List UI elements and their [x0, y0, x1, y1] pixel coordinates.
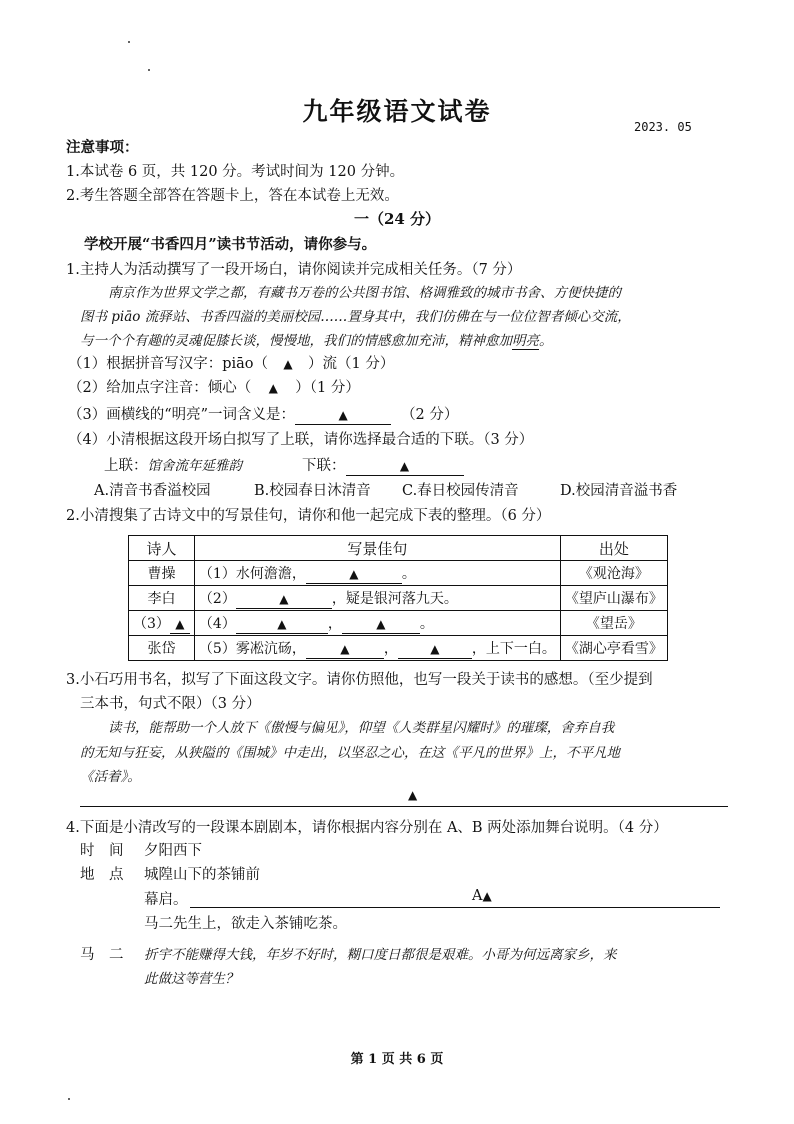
answer-marker: ▲	[283, 357, 293, 371]
scan-speck	[68, 1098, 70, 1100]
source-cell: 《望岳》	[560, 611, 667, 636]
answer-blank[interactable]: ▲	[295, 406, 391, 425]
script-time: 时 间 夕阳西下	[80, 843, 202, 859]
table-row	[129, 636, 668, 661]
answer-blank[interactable]: ▲	[306, 565, 402, 584]
answer-blank[interactable]: ▲	[342, 615, 420, 634]
script-place: 地 点 城隍山下的茶铺前	[80, 867, 260, 883]
q1-sub1: （1）根据拼音写汉字：piāo（ ▲ ）流（1 分）	[68, 356, 395, 372]
source-cell: 《望庐山瀑布》	[560, 586, 667, 611]
blank-a-marker: A▲	[472, 888, 492, 904]
scan-speck	[148, 69, 150, 71]
q4-stem: 4.下面是小清改写的一段课本剧剧本，请你根据内容分别在 A、B 两处添加舞台说明。（4 分）	[66, 820, 668, 836]
q3-stem: 3.小石巧用书名，拟写了下面这段文字。请你仿照他，也写一段关于读书的感想。（至少提到	[66, 672, 653, 688]
table-row	[129, 586, 668, 611]
answer-blank[interactable]: ▲	[236, 590, 332, 609]
table-row	[129, 561, 668, 586]
q3-passage-line: 读书，能帮助一个人放下《傲慢与偏见》，仰望《人类群星闪耀时》的璀璨，舍弃自我	[108, 720, 615, 736]
option-c[interactable]: C.春日校园传清音	[402, 483, 519, 499]
answer-blank[interactable]: ▲	[346, 457, 464, 476]
q1-sub2: （2）给加点字注音：倾心（ ▲ ）（1 分）	[68, 380, 360, 396]
column-header: 出处	[560, 536, 667, 561]
q3-passage-line: 《活着》。	[80, 769, 141, 785]
answer-marker: ▲	[408, 788, 418, 802]
page-footer: 第 1 页 共 6 页	[350, 1052, 444, 1067]
couplet-lower: 下联： ▲	[302, 454, 464, 476]
table-row	[129, 611, 668, 636]
notes-heading: 注意事项：	[66, 139, 139, 156]
column-header: 诗人	[129, 536, 195, 561]
notes-item: 1.本试卷 6 页，共 120 分。考试时间为 120 分钟。	[66, 164, 405, 180]
notes-item: 2.考生答题全部答在答题卡上，答在本试卷上无效。	[66, 188, 399, 204]
answer-blank[interactable]: ▲	[236, 615, 328, 634]
table-header-row	[129, 536, 668, 561]
option-b[interactable]: B.校园春日沐清音	[254, 483, 371, 499]
q1-passage-line: 南京作为世界文学之都，有藏书万卷的公共图书馆、格调雅致的城市书舍、方便快捷的	[108, 285, 621, 301]
line-cell: （4） ▲ ， ▲ 。	[194, 611, 560, 636]
q1-stem: 1.主持人为活动撰写了一段开场白，请你阅读并完成相关任务。（7 分）	[66, 262, 522, 278]
underlined-word: 明亮	[512, 333, 539, 349]
option-a[interactable]: A.清音书香溢校园	[94, 483, 211, 499]
poet-cell: 李白	[129, 586, 195, 611]
exam-date: 2023. 05	[634, 120, 692, 134]
poet-cell: （3） ▲	[129, 611, 195, 636]
page-title: 九年级语文试卷	[302, 97, 492, 126]
script-speaker: 马 二	[80, 947, 124, 963]
scan-speck	[128, 41, 130, 43]
script-action: 马二先生上，欲走入茶铺吃茶。	[144, 916, 347, 932]
q3-stem: 三本书，句式不限）（3 分）	[80, 696, 261, 712]
line-cell: （1）水何澹澹， ▲ 。	[194, 561, 560, 586]
script-speech: 此做这等营生？	[144, 971, 239, 987]
answer-blank[interactable]: ▲	[170, 615, 190, 634]
option-d[interactable]: D.校园清音溢书香	[560, 483, 678, 499]
source-cell: 《湖心亭看雪》	[560, 636, 667, 661]
q3-passage-line: 的无知与狂妄，从狭隘的《围城》中走出，以坚忍之心，在这《平凡的世界》上，不平凡地	[80, 745, 620, 761]
line-cell: （2） ▲ ，疑是银河落九天。	[194, 586, 560, 611]
answer-blank[interactable]: ▲	[398, 640, 472, 659]
poem-table	[128, 535, 668, 661]
section-heading: 一（24 分）	[353, 210, 441, 228]
script-speech: 折宇不能赚得大钱，年岁不好时，糊口度日都很是艰难。小哥为何远离家乡，来	[144, 947, 617, 963]
poet-cell: 曹操	[129, 561, 195, 586]
source-cell: 《观沧海》	[560, 561, 667, 586]
q1-passage-line: 与一个个有趣的灵魂促膝长谈，慢慢地，我们的情感愈加充沛，精神愈加明亮。	[80, 333, 553, 349]
section-intro: 学校开展“书香四月”读书节活动，请你参与。	[84, 236, 377, 253]
answer-line[interactable]	[80, 806, 728, 807]
couplet-upper: 上联：馆舍流年延雅韵	[104, 458, 242, 474]
column-header: 写景佳句	[194, 536, 560, 561]
poet-cell: 张岱	[129, 636, 195, 661]
script-curtain: 幕启。	[144, 892, 188, 908]
answer-marker: ▲	[268, 381, 278, 395]
q1-passage-line: 图书 piāo 流驿站、书香四溢的美丽校园……置身其中，我们仿佛在与一位位智者倾心交流，	[80, 309, 631, 325]
answer-line-a[interactable]	[190, 907, 720, 908]
q1-sub3: （3）画横线的“明亮”一词含义是： ▲ （2 分）	[68, 407, 459, 423]
line-cell: （5）雾凇沆砀， ▲ ， ▲ ，上下一白。	[194, 636, 560, 661]
q1-sub4: （4）小清根据这段开场白拟写了上联，请你选择最合适的下联。（3 分）	[68, 432, 534, 448]
q2-stem: 2.小清搜集了古诗文中的写景佳句，请你和他一起完成下表的整理。（6 分）	[66, 508, 551, 524]
answer-blank[interactable]: ▲	[306, 640, 384, 659]
